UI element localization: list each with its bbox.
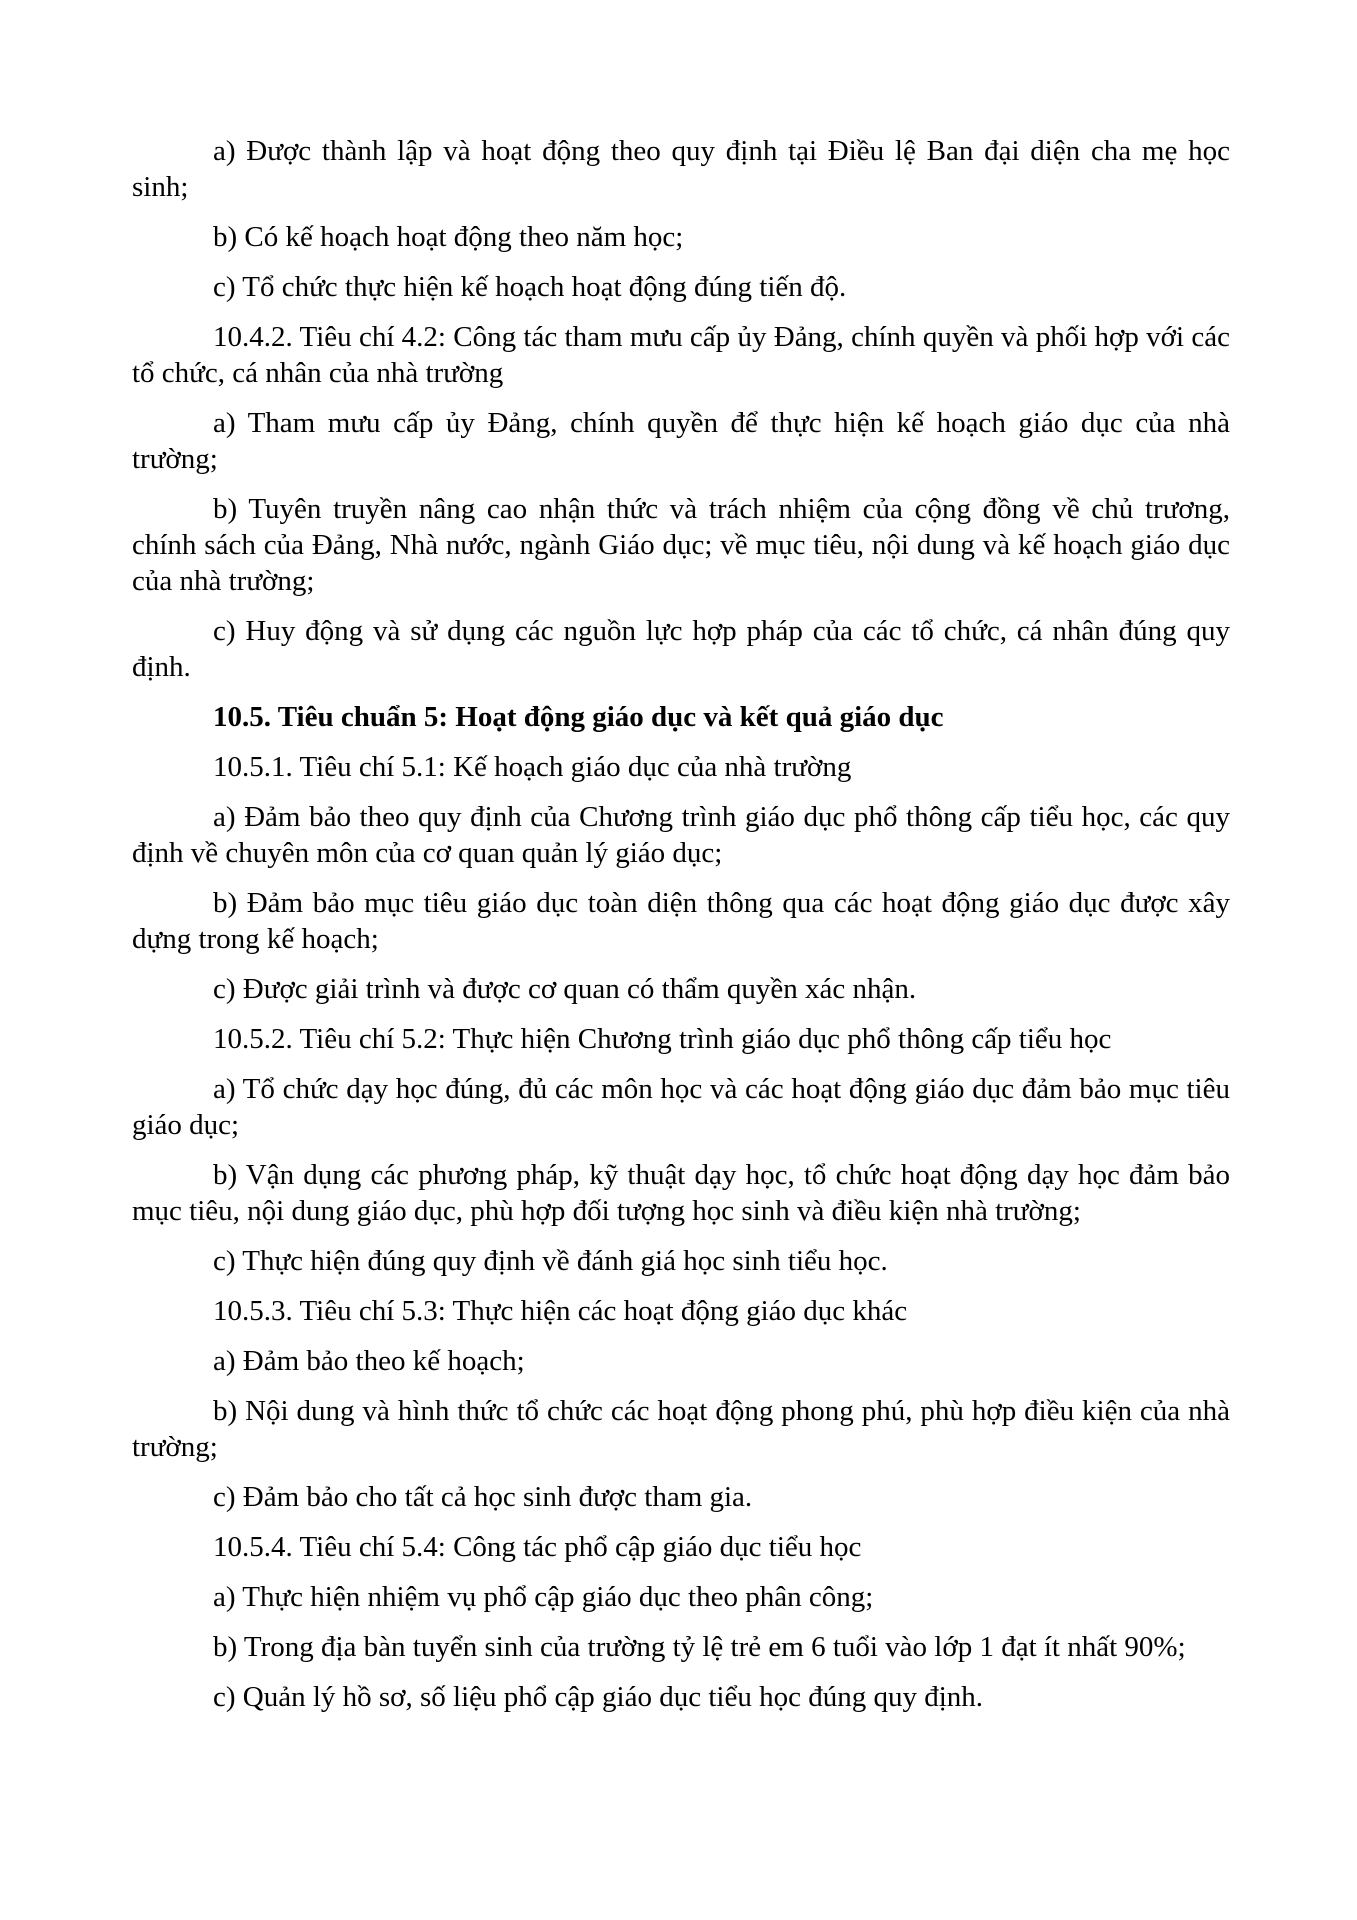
- paragraph: c) Tổ chức thực hiện kế hoạch hoạt động đúng tiến độ.: [213, 271, 847, 303]
- paragraph: c) Được giải trình và được cơ quan có thẩm quyền xác nhận.: [213, 973, 917, 1005]
- paragraph: a) Đảm bảo theo quy định của Chương trình giáo dục phổ thông cấp tiểu học, các quy định về chuyên môn của cơ quan quản lý giáo dục;: [132, 801, 1230, 869]
- paragraph: a) Tổ chức dạy học đúng, đủ các môn học và các hoạt động giáo dục đảm bảo mục tiêu giáo dục;: [132, 1073, 1230, 1141]
- paragraph: b) Có kế hoạch hoạt động theo năm học;: [213, 221, 684, 253]
- paragraph: b) Tuyên truyền nâng cao nhận thức và trách nhiệm của cộng đồng về chủ trương, chính sách của Đảng, Nhà nước, ngành Giáo dục; về mục tiêu, nội dung và kế hoạch giáo dục của nhà trường;: [132, 493, 1230, 597]
- section-heading: 10.5. Tiêu chuẩn 5: Hoạt động giáo dục và kết quả giáo dục: [213, 701, 944, 733]
- criterion-heading: 10.5.3. Tiêu chí 5.3: Thực hiện các hoạt động giáo dục khác: [213, 1295, 908, 1327]
- paragraph: c) Quản lý hồ sơ, số liệu phổ cập giáo dục tiểu học đúng quy định.: [213, 1681, 984, 1713]
- paragraph: a) Được thành lập và hoạt động theo quy định tại Điều lệ Ban đại diện cha mẹ học sinh;: [132, 135, 1230, 203]
- paragraph: a) Đảm bảo theo kế hoạch;: [213, 1345, 525, 1377]
- paragraph: c) Thực hiện đúng quy định về đánh giá học sinh tiểu học.: [213, 1245, 888, 1277]
- paragraph: c) Huy động và sử dụng các nguồn lực hợp pháp của các tổ chức, cá nhân đúng quy định.: [132, 615, 1230, 683]
- criterion-heading: 10.4.2. Tiêu chí 4.2: Công tác tham mưu cấp ủy Đảng, chính quyền và phối hợp với các tổ chức, cá nhân của nhà trường: [132, 321, 1230, 389]
- paragraph: c) Đảm bảo cho tất cả học sinh được tham gia.: [213, 1481, 753, 1513]
- paragraph: a) Tham mưu cấp ủy Đảng, chính quyền để thực hiện kế hoạch giáo dục của nhà trường;: [132, 407, 1230, 475]
- paragraph: a) Thực hiện nhiệm vụ phổ cập giáo dục theo phân công;: [213, 1581, 874, 1613]
- criterion-heading: 10.5.2. Tiêu chí 5.2: Thực hiện Chương trình giáo dục phổ thông cấp tiểu học: [213, 1023, 1112, 1055]
- paragraph: b) Nội dung và hình thức tổ chức các hoạt động phong phú, phù hợp điều kiện của nhà trường;: [132, 1395, 1230, 1463]
- document-body: [132, 133, 1230, 1729]
- paragraph: b) Đảm bảo mục tiêu giáo dục toàn diện thông qua các hoạt động giáo dục được xây dựng trong kế hoạch;: [132, 887, 1230, 955]
- paragraph: b) Vận dụng các phương pháp, kỹ thuật dạy học, tổ chức hoạt động dạy học đảm bảo mục tiêu, nội dung giáo dục, phù hợp đối tượng học sinh và điều kiện nhà trường;: [132, 1159, 1230, 1227]
- criterion-heading: 10.5.4. Tiêu chí 5.4: Công tác phổ cập giáo dục tiểu học: [213, 1531, 862, 1563]
- paragraph: b) Trong địa bàn tuyển sinh của trường tỷ lệ trẻ em 6 tuổi vào lớp 1 đạt ít nhất 90%;: [213, 1631, 1186, 1663]
- criterion-heading: 10.5.1. Tiêu chí 5.1: Kế hoạch giáo dục của nhà trường: [213, 751, 852, 783]
